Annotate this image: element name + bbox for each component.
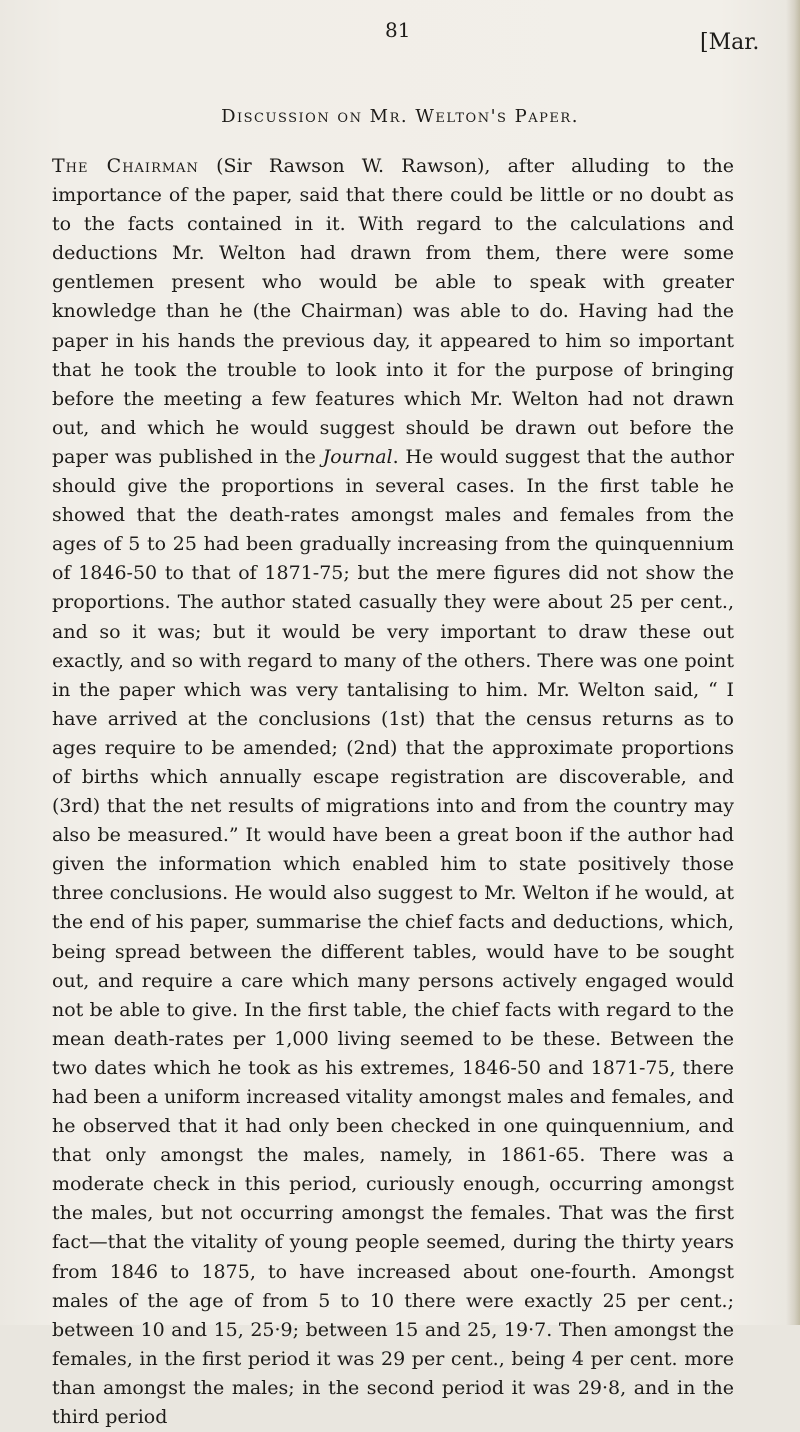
journal-title: Journal [322,445,393,468]
running-head: [Mar. [700,30,760,55]
paragraph [52,152,734,1432]
paragraph-text-part-2: . He would suggest that the author should give the proportions in several cases. In the first table he showed that the death-rates amongst males and females from the ages of 5 to 25 had been gradually increasing from the quinquennium of 1846-50 to that of 1871-75; but the mere figures did not show the proportions. The author stated casually they were about 25 per cent., and so it was; but it would be very important to draw these out exactly, and so with regard to many of the others. There was one point in the paper which was very tantalising to him. Mr. Welton said, “ I have arrived at the conclusions (1st) that the census returns as to ages require to be amended; (2nd) that the approximate proportions of births which annually escape registration are discoverable, and (3rd) that the net results of migrations into and from the country may also be measured.” It would have been a great boon if the author had given the information which enabled him to state positively those three conclusions. He would also suggest to Mr. Welton if he would, at the end of his paper, summarise the chief facts and deductions, which, being spread between the different tables, would have to be sought out, and require a care which many persons actively engaged would not be able to give. In the first table, the chief facts with regard to the mean death-rates per 1,000 living seemed to be these. Between the two dates which he took as his extremes, 1846-50 and 1871-75, there had been a uniform increased vitality amongst males and females, and he observed that it had only been checked in one quinquennium, and that only amongst the males, namely, in 1861-65. There was a moderate check in this period, curiously enough, occurring amongst the males, but not occurring amongst the females. That was the first fact—that the vitality of young people seemed, during the thirty years from 1846 to 1875, to have increased about one-fourth. Amongst males of the age of from 5 to 10 there were exactly 25 per cent.; between 10 and 15, 25·9; between 15 and 25, 19·7. Then amongst the females, in the first period it was 29 per cent., being 4 per cent. more than amongst the males; in the second period it was 29·8, and in the third period [52,445,735,1429]
page-number: 81 [385,18,411,42]
page-header [0,18,800,58]
body-text [52,152,734,1432]
paragraph-text-part-1: (Sir Rawson W. Rawson), after alluding to the importance of the paper, said that there could be little or no doubt as to the facts contained in it. With regard to the calculations and deductions Mr. Welton had drawn from them, there were some gentlemen present who would be able to speak with greater knowledge than he (the Chairman) was able to do. Having had the paper in his hands the previous day, it appeared to him so important that he took the trouble to look into it for the purpose of bringing before the meeting a few features which Mr. Welton had not drawn out, and which he would suggest should be drawn out before the paper was published in the [52,155,734,468]
page-edge-shadow [786,0,800,1325]
speaker-name: The Chairman [52,155,199,177]
section-title: Discussion on Mr. Welton's Paper. [221,106,579,127]
